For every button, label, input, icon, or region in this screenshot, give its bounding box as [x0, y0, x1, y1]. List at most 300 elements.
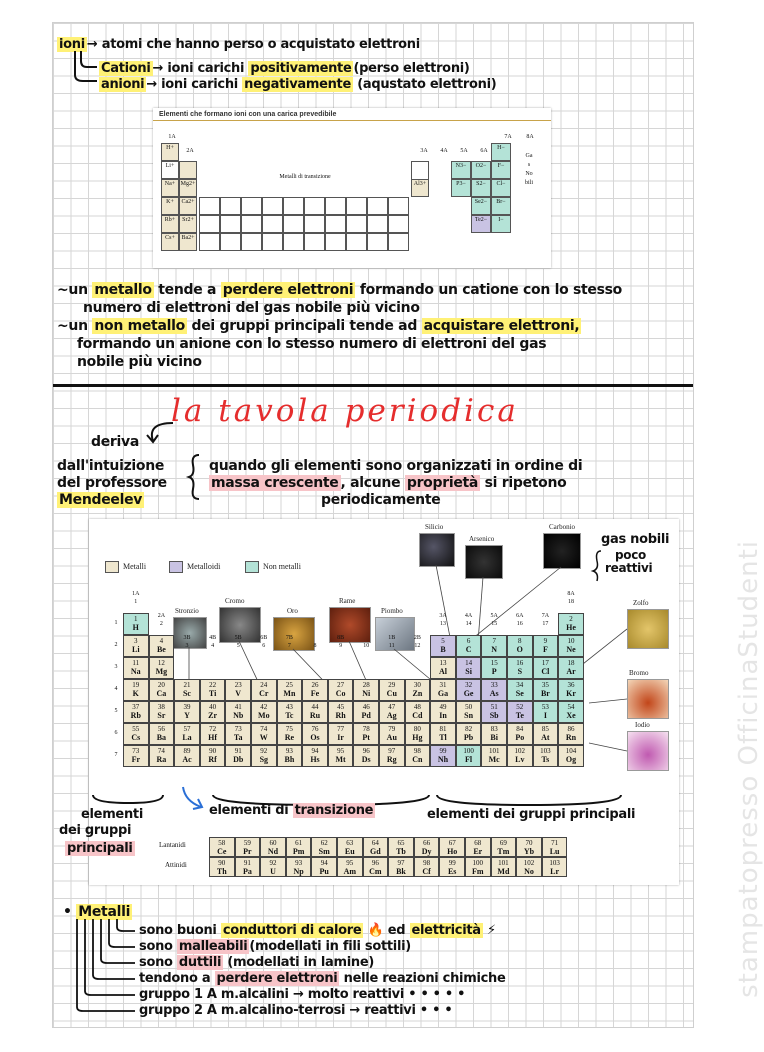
note-line: formando un anione con lo stesso numero di elettroni del gas — [77, 336, 547, 352]
ion-cell: Mg2+ — [179, 179, 197, 197]
element-xe: 54 Xe — [558, 701, 584, 723]
element-no: 102 No — [516, 857, 542, 877]
element-ir: 77 Ir — [328, 723, 354, 745]
period-label: 2 — [114, 642, 118, 648]
element-rf: 90 Rf — [200, 745, 226, 767]
element-ac: 89 Ac — [174, 745, 200, 767]
transition-cell — [304, 215, 325, 233]
transition-cell — [283, 233, 304, 251]
element-ce: 58 Ce — [209, 837, 235, 857]
item-text: sono buoni — [139, 923, 221, 938]
element-na: 11 Na — [123, 657, 149, 679]
ion-cell: I− — [491, 215, 511, 233]
photo-label: Carbonio — [549, 523, 576, 531]
item-highlight: perdere elettroni — [216, 971, 338, 986]
elementi-label: dei gruppi — [59, 823, 132, 838]
transizione-text: elementi di — [209, 803, 293, 818]
element-hg: 80 Hg — [405, 723, 431, 745]
metalli-bracket-arrows — [73, 919, 143, 1021]
item-text: (modellati in fili sottili) — [249, 939, 411, 954]
element-cf: 98 Cf — [414, 857, 440, 877]
element-hs: 94 Hs — [302, 745, 328, 767]
element-sr: 38 Sr — [149, 701, 175, 723]
massa-highlight: massa crescente — [211, 475, 339, 491]
element-ds: 96 Ds — [353, 745, 379, 767]
element-am: 95 Am — [337, 857, 363, 877]
element-zn: 30 Zn — [405, 679, 431, 701]
ion-cell — [179, 161, 197, 179]
ion-cell: Ca2+ — [179, 197, 197, 215]
ion-cell: Te2− — [471, 215, 491, 233]
element-si: 14 Si — [456, 657, 482, 679]
group-number: 12 — [414, 643, 421, 649]
item-highlight: elettricità — [411, 923, 481, 938]
group-number: 4 — [211, 643, 215, 649]
cationi-word: Cationi — [101, 61, 151, 76]
element-rg: 97 Rg — [379, 745, 405, 767]
transition-cell — [220, 197, 241, 215]
metalli-item-2 — [139, 939, 411, 954]
element-ca: 20 Ca — [149, 679, 175, 701]
group-number: 16 — [516, 621, 523, 627]
ioni-line — [57, 37, 420, 52]
group-number: 14 — [465, 621, 472, 627]
legend-label: Non metalli — [263, 561, 301, 571]
element-rh: 45 Rh — [328, 701, 354, 723]
group-number: 13 — [439, 621, 446, 627]
item-highlight: malleabili — [178, 939, 248, 954]
legend-label: Metalloidi — [187, 561, 221, 571]
ion-cell: H+ — [161, 143, 179, 161]
transition-cell — [367, 215, 388, 233]
item-text: (modellati in lamine) — [223, 955, 374, 970]
group-number: 9 — [339, 643, 343, 649]
element-ne: 10 Ne — [558, 635, 584, 657]
element-ba: 56 Ba — [149, 723, 175, 745]
ioni-definition: → atomi che hanno perso o acquistato elettroni — [86, 37, 420, 52]
element-w: 74 W — [251, 723, 277, 745]
metalli-highlight: Metalli — [78, 904, 131, 920]
ion-cell: S2− — [471, 179, 491, 197]
element-gd: 64 Gd — [363, 837, 389, 857]
transition-cell — [241, 233, 262, 251]
photo-label: Piombo — [381, 607, 403, 615]
curly-brace-icon — [187, 453, 207, 503]
element-ta: 73 Ta — [225, 723, 251, 745]
group-label: 5B — [234, 635, 242, 641]
group-label: 7A — [504, 134, 512, 140]
element-lv: 102 Lv — [507, 745, 533, 767]
element-fr: 73 Fr — [123, 745, 149, 767]
element-b: 5 B — [430, 635, 456, 657]
group-label: 4B — [209, 635, 217, 641]
element-co: 27 Co — [328, 679, 354, 701]
transition-cell — [367, 233, 388, 251]
item-text: sono — [139, 939, 177, 954]
element-se: 34 Se — [507, 679, 533, 701]
transition-cell — [304, 197, 325, 215]
group-label: 5A — [460, 148, 468, 154]
element-fl: 100 Fl — [456, 745, 482, 767]
right-text: , alcune — [340, 475, 405, 491]
group-label: 4A — [440, 148, 448, 154]
item-text: sono — [139, 955, 177, 970]
transition-label: Metalli di transizione — [279, 174, 331, 180]
ion-cell: Sr2+ — [179, 215, 197, 233]
photo-label: Stronzio — [175, 607, 199, 615]
transition-cell — [325, 197, 346, 215]
element-mt: 95 Mt — [328, 745, 354, 767]
element-ni: 28 Ni — [353, 679, 379, 701]
element-mc: 101 Mc — [481, 745, 507, 767]
note-line: nobile più vicino — [77, 354, 202, 370]
transition-cell — [346, 233, 367, 251]
transition-cell — [262, 197, 283, 215]
metalli-item-6: gruppo 2 A m.alcalino-terrosi → reattivi • • • — [139, 1003, 453, 1018]
transizione-label — [209, 803, 375, 818]
right-line-2 — [209, 476, 566, 491]
transition-cell — [346, 197, 367, 215]
element-ts: 103 Ts — [533, 745, 559, 767]
ion-table-title: Elementi che formano ioni con una carica prevedibile — [159, 111, 337, 118]
gas-nobili-label: Gas Nobili — [525, 153, 534, 186]
element-grid — [89, 519, 679, 885]
perdere-highlight: perdere elettroni — [222, 282, 354, 298]
left-text: del professore — [57, 475, 167, 491]
element-cd: 48 Cd — [405, 701, 431, 723]
transition-cell — [325, 233, 346, 251]
transition-cell — [325, 215, 346, 233]
note-text: ~un — [57, 318, 93, 334]
transition-cell — [388, 215, 409, 233]
right-text: quando gli elementi sono organizzati in ordine di — [209, 458, 583, 474]
element-tl: 81 Tl — [430, 723, 456, 745]
element-y: 39 Y — [174, 701, 200, 723]
ion-charge-table — [153, 108, 551, 268]
metalli-item-5: gruppo 1 A m.alcalini → molto reattivi • • • • • — [139, 987, 466, 1002]
anioni-note: (aqustato elettroni) — [357, 77, 497, 92]
proprieta-highlight: proprietà — [406, 475, 479, 491]
element-pr: 59 Pr — [235, 837, 261, 857]
group-label: 5A — [490, 613, 498, 619]
element-db: 91 Db — [225, 745, 251, 767]
element-in: 49 In — [430, 701, 456, 723]
element-li: 3 Li — [123, 635, 149, 657]
element-nh: 99 Nh — [430, 745, 456, 767]
element-fe: 26 Fe — [302, 679, 328, 701]
transition-cell — [262, 233, 283, 251]
element-pt: 78 Pt — [353, 723, 379, 745]
metalli-item-1 — [139, 923, 496, 938]
element-i: 53 I — [533, 701, 559, 723]
period-label: 5 — [114, 708, 118, 714]
photo-label: Silicio — [425, 523, 444, 531]
element-th: 90 Th — [209, 857, 235, 877]
group-label: 2A — [157, 613, 166, 619]
element-er: 68 Er — [465, 837, 491, 857]
element-cs: 55 Cs — [123, 723, 149, 745]
note-line: numero di elettroni del gas nobile più vicino — [83, 300, 420, 316]
principali-left — [65, 841, 135, 856]
element-cr: 24 Cr — [251, 679, 277, 701]
ion-cell: Na+ — [161, 179, 179, 197]
ion-cell: Br− — [491, 197, 511, 215]
group-number: 2 — [159, 621, 163, 627]
element-la: 57 La — [174, 723, 200, 745]
element-al: 13 Al — [430, 657, 456, 679]
group-label: 7B — [285, 635, 293, 641]
element-kr: 36 Kr — [558, 679, 584, 701]
cationi-line — [99, 61, 470, 76]
group-label: 3B — [183, 635, 191, 641]
ion-cell: Se2− — [471, 197, 491, 215]
note-nonmetallo — [57, 319, 581, 334]
attinidi-label: Attinidi — [165, 861, 187, 869]
nonmetallo-highlight: non metallo — [94, 318, 185, 334]
element-tm: 69 Tm — [491, 837, 517, 857]
metalli-item-4 — [139, 971, 505, 986]
transition-cell — [241, 215, 262, 233]
curved-arrow-icon — [143, 419, 183, 447]
group-label: 7A — [541, 613, 550, 619]
transition-cell — [367, 197, 388, 215]
group-label: 3A — [439, 613, 447, 619]
note-text: dei gruppi principali tende ad — [186, 318, 422, 334]
element-og: 104 Og — [558, 745, 584, 767]
element-nd: 60 Nd — [260, 837, 286, 857]
element-h: 1 H — [123, 613, 149, 635]
metalli-title: • Metalli — [63, 904, 131, 920]
element-be: 4 Be — [149, 635, 175, 657]
element-pb: 82 Pb — [456, 723, 482, 745]
period-label: 7 — [114, 752, 118, 758]
notebook-page — [52, 22, 694, 1028]
section-divider — [53, 384, 693, 387]
element-he: 2 He — [558, 613, 584, 635]
principali-right-label: elementi dei gruppi principali — [427, 807, 636, 822]
element-ar: 18 Ar — [558, 657, 584, 679]
group-label: 8B — [337, 635, 345, 641]
title-rule — [153, 120, 551, 121]
photo-label: Cromo — [225, 597, 245, 605]
photo-label: Iodio — [635, 721, 650, 729]
ion-cell: Cl− — [491, 179, 511, 197]
ion-cell: N3− — [451, 161, 471, 179]
element-zr: 40 Zr — [200, 701, 226, 723]
principali-highlight: principali — [67, 841, 133, 856]
element-eu: 63 Eu — [337, 837, 363, 857]
element-pu: 94 Pu — [311, 857, 337, 877]
transition-cell — [283, 215, 304, 233]
photo-label: Rame — [339, 597, 356, 605]
transition-cell — [262, 215, 283, 233]
arrow-icon — [179, 785, 209, 815]
element-md: 101 Md — [491, 857, 517, 877]
element-os: 76 Os — [302, 723, 328, 745]
element-cl: 17 Cl — [533, 657, 559, 679]
element-po: 84 Po — [507, 723, 533, 745]
metalli-item-3 — [139, 955, 374, 970]
group-label: 8A — [567, 591, 575, 597]
period-label: 1 — [114, 620, 118, 626]
element-c: 6 C — [456, 635, 482, 657]
transition-cell — [199, 215, 220, 233]
ion-cell: P3− — [451, 179, 471, 197]
item-highlight: conduttori di calore — [222, 923, 362, 938]
element-o: 8 O — [507, 635, 533, 657]
group-label: 6A — [516, 613, 524, 619]
periodic-table — [89, 519, 679, 885]
element-hf: 72 Hf — [200, 723, 226, 745]
element-lu: 71 Lu — [542, 837, 568, 857]
item-text: nelle reazioni chimiche — [339, 971, 506, 986]
group-number: 7 — [287, 643, 291, 649]
positivamente: positivamente — [250, 61, 352, 76]
item-text: ⚡ — [482, 923, 496, 938]
element-dy: 66 Dy — [414, 837, 440, 857]
group-number: 3 — [185, 643, 189, 649]
photo-label: Oro — [287, 607, 298, 615]
element-pd: 46 Pd — [353, 701, 379, 723]
element-mn: 25 Mn — [277, 679, 303, 701]
element-p: 15 P — [481, 657, 507, 679]
element-ra: 74 Ra — [149, 745, 175, 767]
transizione-highlight: transizione — [294, 803, 374, 818]
group-number: 15 — [491, 621, 498, 627]
group-label: 4A — [464, 613, 473, 619]
anioni-def: → ioni carichi — [146, 77, 243, 92]
element-f: 9 F — [533, 635, 559, 657]
element-ga: 31 Ga — [430, 679, 456, 701]
element-fm: 100 Fm — [465, 857, 491, 877]
note-text: ~un — [57, 282, 93, 298]
group-number: 10 — [363, 643, 370, 649]
element-te: 52 Te — [507, 701, 533, 723]
element-ti: 22 Ti — [200, 679, 226, 701]
element-bk: 97 Bk — [388, 857, 414, 877]
element-mo: 42 Mo — [251, 701, 277, 723]
element-np: 93 Np — [286, 857, 312, 877]
ion-cell: Rb+ — [161, 215, 179, 233]
element-es: 99 Es — [439, 857, 465, 877]
item-text: tendono a — [139, 971, 215, 986]
metallo-highlight: metallo — [94, 282, 152, 298]
element-sb: 51 Sb — [481, 701, 507, 723]
group-label: 3A — [420, 148, 428, 154]
group-label: 2B — [413, 635, 421, 641]
ion-cell: O2− — [471, 161, 491, 179]
element-nb: 41 Nb — [225, 701, 251, 723]
group-number: 5 — [236, 643, 240, 649]
element-re: 75 Re — [277, 723, 303, 745]
lantanidi-label: Lantanidi — [159, 841, 186, 849]
transition-cell — [388, 197, 409, 215]
element-sn: 50 Sn — [456, 701, 482, 723]
element-u: 92 U — [260, 857, 286, 877]
element-sc: 21 Sc — [174, 679, 200, 701]
note-metallo — [57, 283, 622, 298]
element-sg: 92 Sg — [251, 745, 277, 767]
element-pa: 91 Pa — [235, 857, 261, 877]
ion-cell: K+ — [161, 197, 179, 215]
note-text: tende a — [153, 282, 221, 298]
left-text: dall'intuizione — [57, 458, 165, 474]
transition-cell — [241, 197, 262, 215]
group-label: 6A — [480, 148, 488, 154]
acquistare-highlight: acquistare elettroni, — [423, 318, 580, 334]
item-text: 🔥 ed — [363, 923, 410, 938]
negativamente: negativamente — [244, 77, 351, 92]
element-tc: 43 Tc — [277, 701, 303, 723]
gas-nobili-note: gas nobili — [601, 532, 670, 547]
element-as: 33 As — [481, 679, 507, 701]
group-label: 1B — [388, 635, 396, 641]
element-rb: 37 Rb — [123, 701, 149, 723]
transition-cell — [220, 233, 241, 251]
item-highlight: duttili — [178, 955, 222, 970]
element-rn: 86 Rn — [558, 723, 584, 745]
element-yb: 70 Yb — [516, 837, 542, 857]
ion-cell: H− — [491, 143, 511, 161]
element-pm: 61 Pm — [286, 837, 312, 857]
photo-label: Bromo — [629, 669, 649, 677]
element-mg: 12 Mg — [149, 657, 175, 679]
element-k: 19 K — [123, 679, 149, 701]
group-number: 6 — [262, 643, 266, 649]
bracket-arrows — [71, 51, 101, 93]
element-au: 79 Au — [379, 723, 405, 745]
ion-cell: F− — [491, 161, 511, 179]
element-ge: 32 Ge — [456, 679, 482, 701]
transition-cell — [388, 233, 409, 251]
element-br: 35 Br — [533, 679, 559, 701]
element-at: 85 At — [533, 723, 559, 745]
section-title: la tavola periodica — [171, 393, 519, 429]
group-number: 17 — [542, 621, 549, 627]
group-number: 18 — [567, 599, 574, 605]
ion-cell: Ba2+ — [179, 233, 197, 251]
transition-cell — [346, 215, 367, 233]
period-label: 6 — [114, 730, 118, 736]
transition-grid — [199, 197, 409, 251]
group-label: 2A — [186, 148, 194, 154]
deriva-label: deriva — [91, 434, 139, 450]
ion-cell: Al3+ — [411, 179, 429, 197]
anioni-word: anioni — [101, 77, 145, 92]
element-bh: 93 Bh — [277, 745, 303, 767]
group-number: 11 — [388, 643, 395, 649]
element-bi: 83 Bi — [481, 723, 507, 745]
element-ag: 47 Ag — [379, 701, 405, 723]
ion-cell: Li+ — [161, 161, 179, 179]
period-label: 4 — [114, 686, 118, 692]
note-text: formando un catione con lo stesso — [355, 282, 622, 298]
reattivi-note: reattivi — [605, 561, 653, 575]
element-ho: 67 Ho — [439, 837, 465, 857]
group-label: 1A — [168, 134, 176, 140]
transition-cell — [283, 197, 304, 215]
transition-cell — [220, 215, 241, 233]
right-text: periodicamente — [321, 492, 441, 508]
element-tb: 65 Tb — [388, 837, 414, 857]
anioni-line — [99, 77, 496, 92]
cationi-note: (perso elettroni) — [353, 61, 470, 76]
element-v: 23 V — [225, 679, 251, 701]
element-lr: 103 Lr — [542, 857, 568, 877]
group-number: 8 — [313, 643, 317, 649]
element-sm: 62 Sm — [311, 837, 337, 857]
group-label: 8A — [526, 134, 534, 140]
